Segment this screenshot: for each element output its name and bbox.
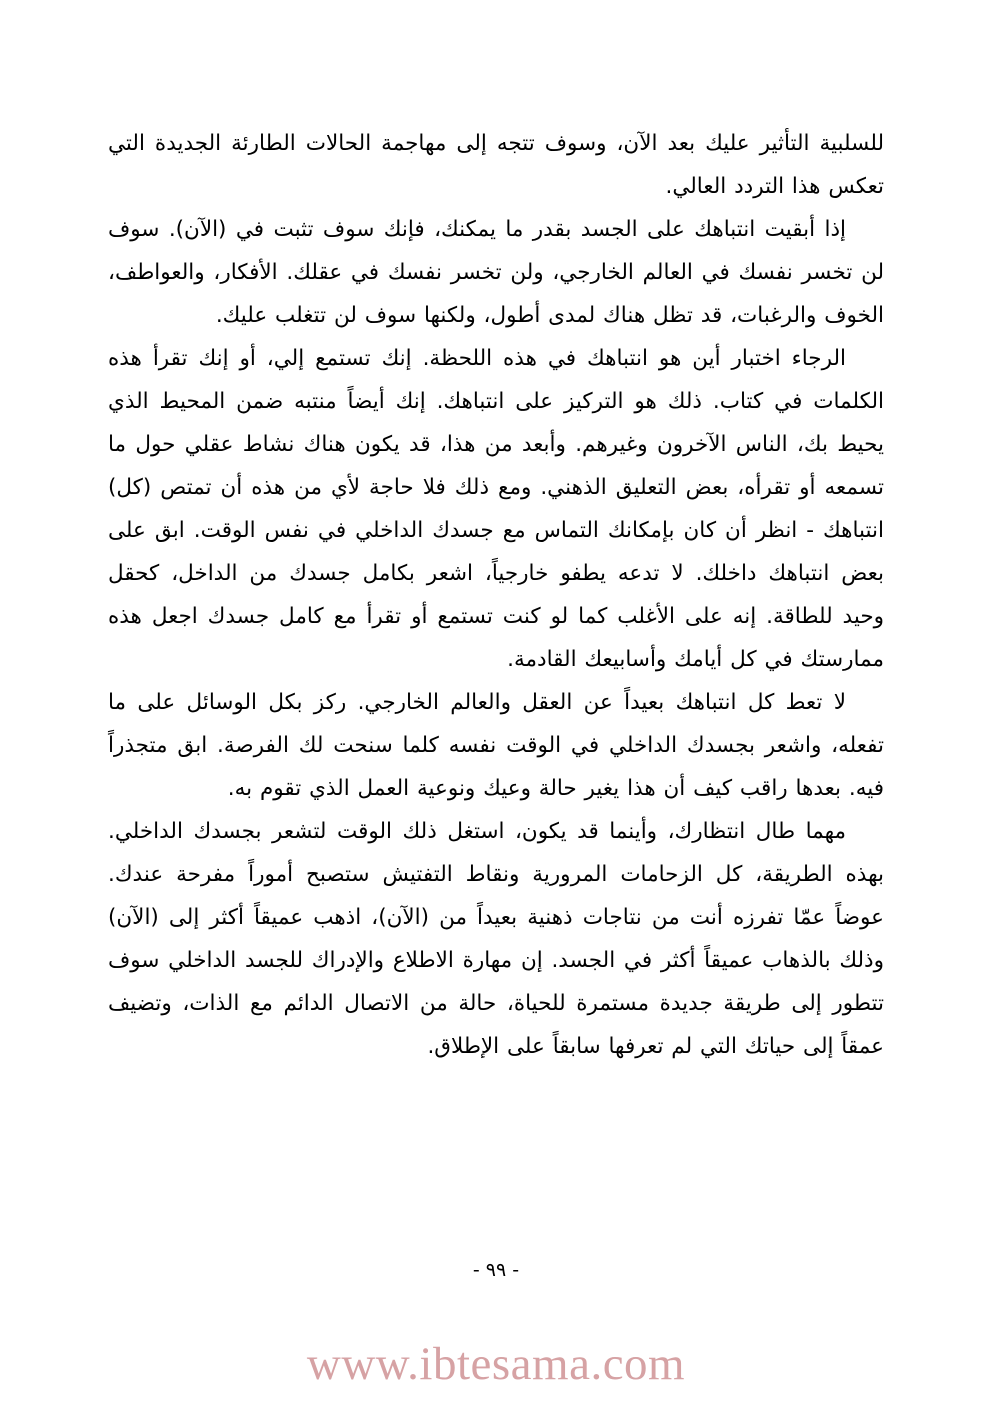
watermark-url: www.ibtesama.com: [306, 1338, 686, 1390]
paragraph-2: إذا أبقيت انتباهك على الجسد بقدر ما يمكنك، فإنك سوف تثبت في (الآن). سوف لن تخسر نفسك في العالم الخارجي، ولن تخسر نفسك في عقلك. الأفكار، والعواطف، الخوف والرغبات، قد تظل هناك لمدى أطول، ولكنها سوف لن تتغلب عليك.: [108, 217, 884, 328]
paragraph-3: الرجاء اختبار أين هو انتباهك في هذه اللحظة. إنك تستمع إلي، أو إنك تقرأ هذه الكلمات في كتاب. ذلك هو التركيز على انتباهك. إنك أيضاً منتبه ضمن المحيط الذي يحيط بك، الناس الآخرون وغيرهم. وأبعد من هذا، قد يكون هناك نشاط عقلي حول ما تسمعه أو تقرأه، بعض التعليق الذهني. ومع ذلك فلا حاجة لأي من هذه أن تمتص (كل) انتباهك - انظر أن كان بإمكانك التماس مع جسدك الداخلي في نفس الوقت. ابق على بعض انتباهك داخلك. لا تدعه يطفو خارجياً، اشعر بكامل جسدك من الداخل، كحقل وحيد للطاقة. إنه على الأغلب كما لو كنت تستمع أو تقرأ مع كامل جسدك اجعل هذه ممارستك في كل أيامك وأسابيعك القادمة.: [108, 346, 884, 672]
page-text-column: [108, 122, 884, 1068]
paragraph-5: مهما طال انتظارك، وأينما قد يكون، استغل ذلك الوقت لتشعر بجسدك الداخلي. بهذه الطريقة، كل الزحامات المرورية ونقاط التفتيش ستصبح أموراً مفرحة عندك. عوضاً عمّا تفرزه أنت من نتاجات ذهنية بعيداً من (الآن)، اذهب عميقاً أكثر إلى (الآن) وذلك بالذهاب عميقاً أكثر في الجسد. إن مهارة الاطلاع والإدراك للجسد الداخلي سوف تتطور إلى طريقة جديدة مستمرة للحياة، حالة من الاتصال الدائم مع الذات، وتضيف عمقاً إلى حياتك التي لم تعرفها سابقاً على الإطلاق.: [108, 819, 884, 1059]
paragraph-continuation: للسلبية التأثير عليك بعد الآن، وسوف تتجه إلى مهاجمة الحالات الطارئة الجديدة التي تعكس هذا التردد العالي.: [108, 131, 884, 199]
page-number: - ٩٩ -: [472, 1259, 520, 1281]
paragraph-4: لا تعط كل انتباهك بعيداً عن العقل والعالم الخارجي. ركز بكل الوسائل على ما تفعله، واشعر بجسدك الداخلي في الوقت نفسه كلما سنحت لك الفرصة. ابق متجذراً فيه. بعدها راقب كيف أن هذا يغير حالة وعيك ونوعية العمل الذي تقوم به.: [108, 690, 884, 801]
